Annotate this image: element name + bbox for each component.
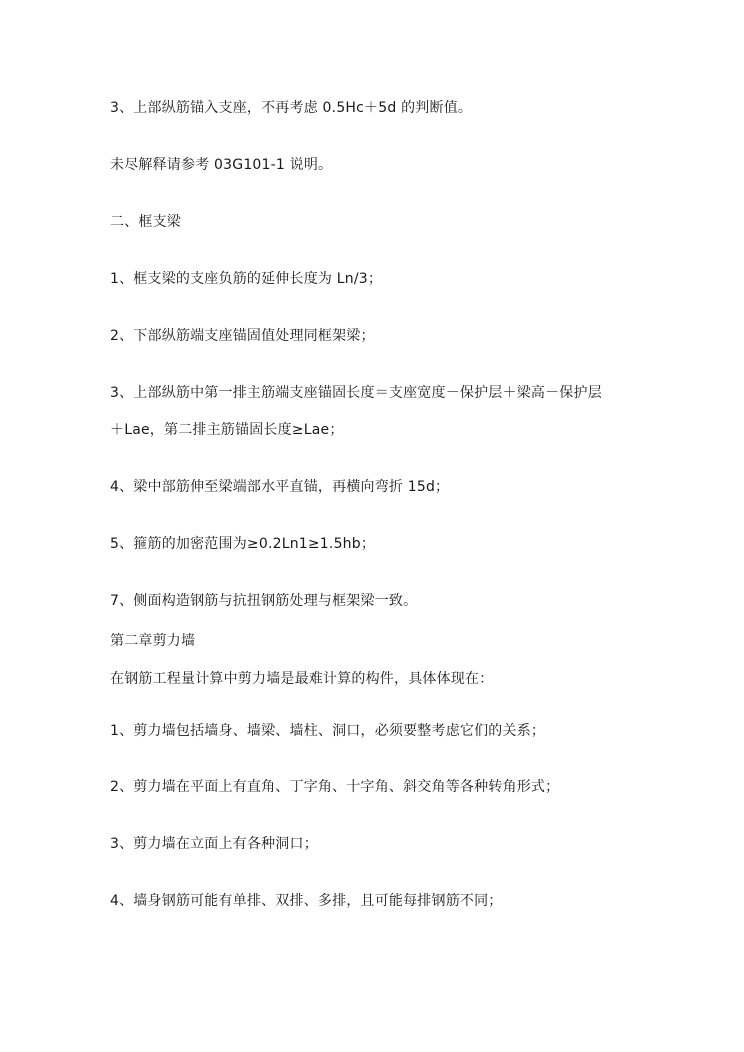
text-line-16: 4、墙身钢筋可能有单排、双排、多排，且可能每排钢筋不同； [110,893,503,909]
text-line-7: ＋Lae，第二排主筋锚固长度≥Lae； [110,422,344,438]
text-line-13: 1、剪力墙包括墙身、墙梁、墙柱、洞口，必须要整考虑它们的关系； [110,723,546,739]
text-line-2: 未尽解释请参考 03G101-1 说明。 [110,157,333,173]
text-line-5: 2、下部纵筋端支座锚固值处理同框架梁； [110,328,375,344]
chapter-heading: 第二章剪力墙 [110,633,196,649]
text-line-15: 3、剪力墙在立面上有各种洞口； [110,836,318,852]
text-line-4: 1、框支梁的支座负筋的延伸长度为 Ln/3； [110,271,383,287]
text-line-6: 3、上部纵筋中第一排主筋端支座锚固长度＝支座宽度－保护层＋梁高－保护层 [110,385,602,401]
text-line-9: 5、箍筋的加密范围为≥0.2Ln1≥1.5hb； [110,536,376,552]
text-line-8: 4、梁中部筋伸至梁端部水平直锚，再横向弯折 15d； [110,479,450,495]
text-line-12: 在钢筋工程量计算中剪力墙是最难计算的构件，具体体现在： [110,671,494,687]
text-line-1: 3、上部纵筋锚入支座，不再考虑 0.5Hc＋5d 的判断值。 [110,100,473,116]
section-heading: 二、框支梁 [110,214,181,230]
text-line-14: 2、剪力墙在平面上有直角、丁字角、十字角、斜交角等各种转角形式； [110,779,560,795]
text-line-10: 7、侧面构造钢筋与抗扭钢筋处理与框架梁一致。 [110,593,418,609]
